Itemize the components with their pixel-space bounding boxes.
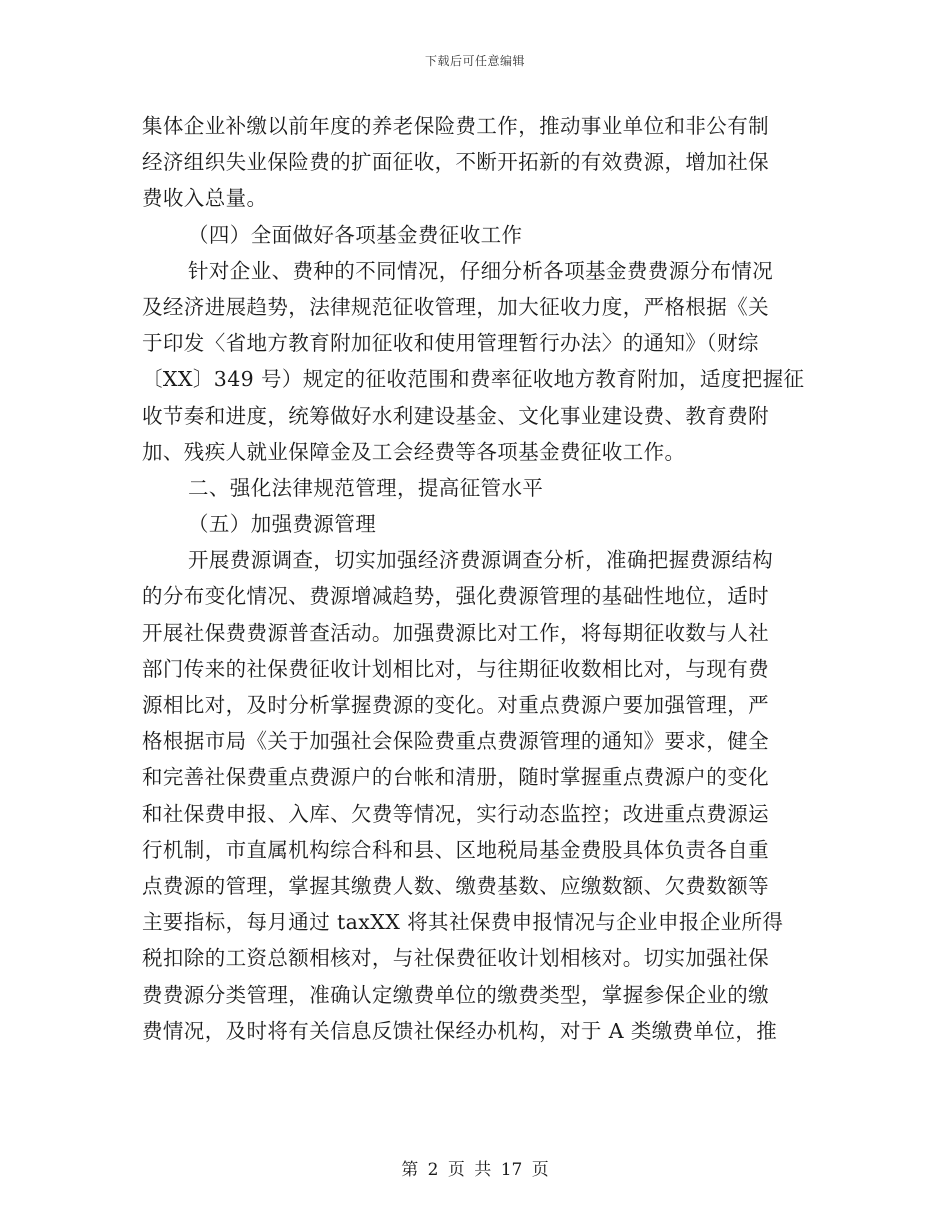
text-line: 费收入总量。 [142,186,268,211]
text-line: 和社保费申报、入库、欠费等情况，实行动态监控；改进重点费源运 [142,801,769,826]
text-line: 行机制，市直属机构综合科和县、区地税局基金费股具体负责各自重 [142,837,769,862]
text-line: 费费源分类管理，准确认定缴费单位的缴费类型，掌握参保企业的缴 [142,982,769,1007]
text-line: 费情况，及时将有关信息反馈社保经办机构，对于 A 类缴费单位，推 [142,1018,778,1043]
text-line: 税扣除的工资总额相核对，与社保费征收计划相核对。切实加强社保 [142,946,769,971]
text-line: 源相比对，及时分析掌握费源的变化。对重点费源户要加强管理，严 [142,693,769,717]
page-number: 第 2 页 共 17 页 [401,1160,549,1180]
page-header: 下载后可任意编辑 [424,54,525,68]
text-line: 开展费源调查，切实加强经济费源调查分析，准确把握费源结构 [188,548,774,573]
text-line: 经济组织失业保险费的扩面征收，不断开拓新的有效费源，增加社保 [142,150,769,175]
text-line: 部门传来的社保费征收计划相比对，与往期征收数相比对，与现有费 [142,656,769,681]
text-line: 的分布变化情况、费源增减趋势，强化费源管理的基础性地位，适时 [142,584,769,609]
section-heading: 二、强化法律规范管理，提高征管水平 [188,475,544,500]
text-line: 开展社保费费源普查活动。加强费源比对工作，将每期征收数与人社 [142,620,769,645]
document-body [142,108,808,1049]
section-heading: （四）全面做好各项基金费征收工作 [188,222,523,247]
text-line: 格根据市局《关于加强社会保险费重点费源管理的通知》要求，健全 [142,729,769,754]
text-line: 针对企业、费种的不同情况，仔细分析各项基金费费源分布情况 [188,258,774,283]
text-line: 和完善社保费重点费源户的台帐和清册，随时掌握重点费源户的变化 [142,765,769,790]
text-line: 加、残疾人就业保障金及工会经费等各项基金费征收工作。 [142,439,686,464]
text-line: 主要指标，每月通过 taxXX 将其社保费申报情况与企业申报企业所得 [142,910,784,935]
text-line: 于印发〈省地方教育附加征收和使用管理暂行办法〉的通知》（财综 [142,331,759,356]
section-heading: （五）加强费源管理 [188,512,377,537]
text-line: 〔XX〕349 号）规定的征收范围和费率征收地方教育附加，适度把握征 [142,367,805,392]
text-line: 集体企业补缴以前年度的养老保险费工作，推动事业单位和非公有制 [142,114,769,138]
text-line: 及经济进展趋势，法律规范征收管理，加大征收力度，严格根据《关 [142,294,769,319]
text-line: 点费源的管理，掌握其缴费人数、缴费基数、应缴数额、欠费数额等 [142,873,769,898]
text-line: 收节奏和进度，统筹做好水利建设基金、文化事业建设费、教育费附 [142,403,769,428]
